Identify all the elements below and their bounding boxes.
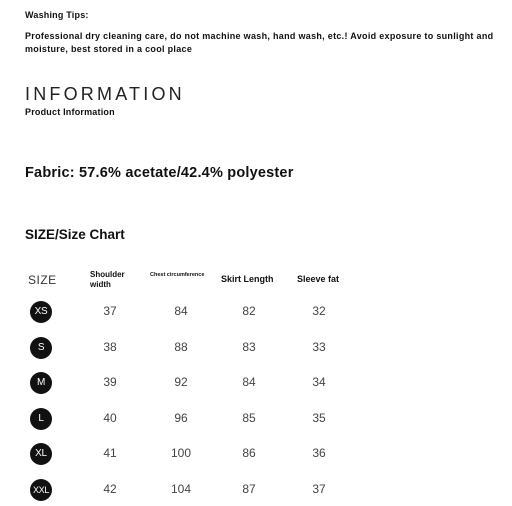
- cell-shoulder: 41: [103, 446, 117, 460]
- table-row: [0, 407, 512, 431]
- cell-sleeve: 36: [312, 446, 326, 460]
- table-row: [0, 300, 512, 324]
- table-row: [0, 371, 512, 395]
- cell-chest: 84: [174, 304, 188, 318]
- cell-shoulder: 37: [103, 304, 117, 318]
- fabric-composition: Fabric: 57.6% acetate/42.4% polyester: [25, 165, 294, 181]
- cell-sleeve: 32: [312, 304, 326, 318]
- cell-sleeve: 33: [312, 340, 326, 354]
- information-heading: INFORMATION: [25, 84, 185, 104]
- size-badge: L: [30, 408, 52, 430]
- size-badge: S: [30, 337, 52, 359]
- cell-shoulder: 40: [103, 411, 117, 425]
- cell-skirt-length: 83: [242, 340, 256, 354]
- cell-chest: 96: [174, 411, 188, 425]
- size-badge: XS: [30, 301, 52, 323]
- washing-tips-text: Professional dry cleaning care, do not machine wash, hand wash, etc.! Avoid exposure to sunlight and moisture, best stored in a cool place: [25, 31, 494, 54]
- header-sleeve: Sleeve fat: [297, 274, 340, 284]
- header-size: SIZE: [28, 273, 57, 287]
- table-row: [0, 336, 512, 360]
- cell-chest: 100: [170, 446, 192, 460]
- size-badge: M: [30, 372, 52, 394]
- header-chest: Chest circumference: [150, 272, 205, 278]
- information-subheading: Product Information: [25, 107, 115, 117]
- cell-chest: 92: [174, 375, 188, 389]
- cell-chest: 88: [174, 340, 188, 354]
- cell-skirt-length: 87: [242, 482, 256, 496]
- washing-tips-title: Washing Tips:: [25, 10, 89, 20]
- cell-shoulder: 42: [103, 482, 117, 496]
- cell-skirt-length: 84: [242, 375, 256, 389]
- cell-sleeve: 34: [312, 375, 326, 389]
- table-row: [0, 478, 512, 502]
- table-row: [0, 442, 512, 466]
- cell-chest: 104: [170, 482, 192, 496]
- cell-shoulder: 38: [103, 340, 117, 354]
- size-badge: XL: [30, 443, 52, 465]
- cell-skirt-length: 85: [242, 411, 256, 425]
- header-shoulder: Shoulder width: [90, 270, 125, 289]
- cell-sleeve: 35: [312, 411, 326, 425]
- header-skirt-length: Skirt Length: [221, 274, 274, 284]
- size-badge: XXL: [30, 479, 52, 501]
- cell-shoulder: 39: [103, 375, 117, 389]
- cell-skirt-length: 86: [242, 446, 256, 460]
- size-chart-title: SIZE/Size Chart: [25, 227, 125, 242]
- cell-skirt-length: 82: [242, 304, 256, 318]
- cell-sleeve: 37: [312, 482, 326, 496]
